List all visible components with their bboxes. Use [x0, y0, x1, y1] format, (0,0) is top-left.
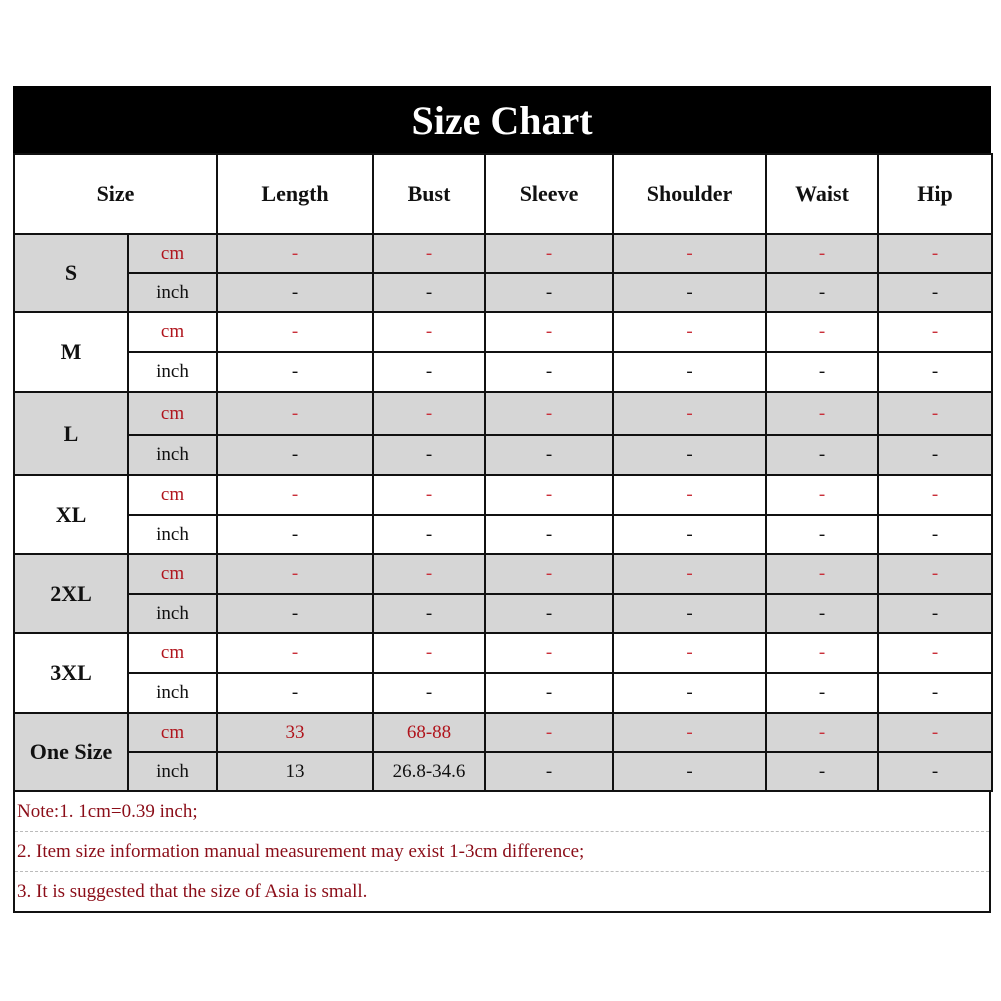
cell-hip-inch: -: [878, 673, 992, 713]
cell-waist-inch: -: [766, 352, 878, 392]
cell-sleeve-inch: -: [485, 515, 613, 554]
cell-sleeve-cm: -: [485, 392, 613, 435]
cell-sleeve-inch: -: [485, 435, 613, 475]
cell-waist-cm: -: [766, 475, 878, 515]
unit-cm: cm: [128, 312, 217, 352]
cell-bust-inch: 26.8-34.6: [373, 752, 485, 791]
cell-hip-cm: -: [878, 633, 992, 673]
header-bust: Bust: [373, 154, 485, 234]
cell-sleeve-inch: -: [485, 752, 613, 791]
note-2: 2. Item size information manual measurement may exist 1-3cm difference;: [15, 831, 989, 871]
cell-length-inch: -: [217, 673, 373, 713]
cell-length-cm: -: [217, 633, 373, 673]
row-2xl-cm: [14, 554, 992, 594]
cell-hip-inch: -: [878, 435, 992, 475]
size-label: One Size: [14, 713, 128, 791]
cell-shoulder-cm: -: [613, 475, 766, 515]
size-label: 3XL: [14, 633, 128, 713]
cell-hip-inch: -: [878, 752, 992, 791]
cell-waist-cm: -: [766, 392, 878, 435]
cell-shoulder-inch: -: [613, 273, 766, 312]
cell-shoulder-cm: -: [613, 392, 766, 435]
cell-sleeve-cm: -: [485, 554, 613, 594]
row-m-cm: [14, 312, 992, 352]
unit-cm: cm: [128, 713, 217, 752]
note-1: Note:1. 1cm=0.39 inch;: [17, 801, 198, 822]
unit-cm: cm: [128, 234, 217, 273]
size-label: S: [14, 234, 128, 312]
chart-title: Size Chart: [13, 86, 991, 153]
header-waist: Waist: [766, 154, 878, 234]
row-s-cm: [14, 234, 992, 273]
cell-length-inch: -: [217, 515, 373, 554]
cell-waist-cm: -: [766, 234, 878, 273]
cell-length-inch: -: [217, 352, 373, 392]
cell-bust-inch: -: [373, 515, 485, 554]
cell-bust-cm: -: [373, 312, 485, 352]
cell-waist-inch: -: [766, 673, 878, 713]
cell-sleeve-inch: -: [485, 673, 613, 713]
header-sleeve: Sleeve: [485, 154, 613, 234]
cell-shoulder-cm: -: [613, 554, 766, 594]
header-size: Size: [14, 154, 217, 234]
cell-hip-inch: -: [878, 273, 992, 312]
unit-inch: inch: [128, 435, 217, 475]
cell-length-cm: -: [217, 234, 373, 273]
cell-sleeve-cm: -: [485, 475, 613, 515]
unit-inch: inch: [128, 752, 217, 791]
cell-sleeve-cm: -: [485, 713, 613, 752]
cell-waist-cm: -: [766, 633, 878, 673]
cell-shoulder-inch: -: [613, 594, 766, 633]
unit-cm: cm: [128, 633, 217, 673]
cell-length-cm: 33: [217, 713, 373, 752]
cell-shoulder-inch: -: [613, 515, 766, 554]
cell-sleeve-cm: -: [485, 312, 613, 352]
cell-bust-cm: -: [373, 475, 485, 515]
cell-waist-inch: -: [766, 273, 878, 312]
row-one-size-cm: [14, 713, 992, 752]
cell-bust-inch: -: [373, 435, 485, 475]
cell-shoulder-inch: -: [613, 435, 766, 475]
cell-length-inch: -: [217, 435, 373, 475]
cell-hip-cm: -: [878, 554, 992, 594]
cell-hip-cm: -: [878, 312, 992, 352]
unit-inch: inch: [128, 594, 217, 633]
row-s-inch: [14, 273, 992, 312]
cell-length-inch: -: [217, 594, 373, 633]
cell-bust-cm: -: [373, 392, 485, 435]
cell-sleeve-cm: -: [485, 633, 613, 673]
header-row: [14, 154, 992, 234]
cell-hip-cm: -: [878, 392, 992, 435]
cell-bust-inch: -: [373, 273, 485, 312]
size-label: 2XL: [14, 554, 128, 633]
row-xl-cm: [14, 475, 992, 515]
size-label: M: [14, 312, 128, 392]
cell-hip-cm: -: [878, 713, 992, 752]
size-chart: [13, 86, 991, 913]
size-label: L: [14, 392, 128, 475]
cell-length-cm: -: [217, 475, 373, 515]
header-shoulder: Shoulder: [613, 154, 766, 234]
row-xl-inch: [14, 515, 992, 554]
cell-length-inch: -: [217, 273, 373, 312]
cell-length-cm: -: [217, 554, 373, 594]
cell-sleeve-inch: -: [485, 594, 613, 633]
cell-waist-inch: -: [766, 515, 878, 554]
notes-section: [13, 792, 991, 913]
cell-hip-inch: -: [878, 352, 992, 392]
cell-shoulder-cm: -: [613, 312, 766, 352]
cell-bust-inch: -: [373, 673, 485, 713]
cell-shoulder-inch: -: [613, 352, 766, 392]
header-length: Length: [217, 154, 373, 234]
unit-inch: inch: [128, 515, 217, 554]
row-m-inch: [14, 352, 992, 392]
row-l-cm: [14, 392, 992, 435]
cell-hip-cm: -: [878, 234, 992, 273]
row-2xl-inch: [14, 594, 992, 633]
cell-shoulder-cm: -: [613, 234, 766, 273]
cell-shoulder-inch: -: [613, 673, 766, 713]
cell-waist-cm: -: [766, 713, 878, 752]
size-label: XL: [14, 475, 128, 554]
cell-shoulder-cm: -: [613, 633, 766, 673]
row-3xl-inch: [14, 673, 992, 713]
header-hip: Hip: [878, 154, 992, 234]
unit-cm: cm: [128, 554, 217, 594]
cell-bust-cm: -: [373, 234, 485, 273]
row-l-inch: [14, 435, 992, 475]
unit-inch: inch: [128, 673, 217, 713]
cell-waist-cm: -: [766, 312, 878, 352]
cell-hip-inch: -: [878, 515, 992, 554]
cell-length-cm: -: [217, 392, 373, 435]
cell-sleeve-inch: -: [485, 352, 613, 392]
cell-bust-inch: -: [373, 594, 485, 633]
row-one-size-inch: [14, 752, 992, 791]
cell-shoulder-cm: -: [613, 713, 766, 752]
unit-inch: inch: [128, 352, 217, 392]
cell-sleeve-inch: -: [485, 273, 613, 312]
cell-waist-inch: -: [766, 435, 878, 475]
cell-length-inch: 13: [217, 752, 373, 791]
cell-waist-inch: -: [766, 752, 878, 791]
cell-shoulder-inch: -: [613, 752, 766, 791]
unit-cm: cm: [128, 392, 217, 435]
size-table: [13, 153, 993, 792]
row-3xl-cm: [14, 633, 992, 673]
cell-hip-inch: -: [878, 594, 992, 633]
cell-bust-inch: -: [373, 352, 485, 392]
cell-bust-cm: -: [373, 633, 485, 673]
unit-cm: cm: [128, 475, 217, 515]
cell-bust-cm: -: [373, 554, 485, 594]
cell-waist-inch: -: [766, 594, 878, 633]
unit-inch: inch: [128, 273, 217, 312]
note-3: 3. It is suggested that the size of Asia is small.: [15, 871, 989, 911]
cell-length-cm: -: [217, 312, 373, 352]
cell-hip-cm: -: [878, 475, 992, 515]
cell-waist-cm: -: [766, 554, 878, 594]
cell-sleeve-cm: -: [485, 234, 613, 273]
cell-bust-cm: 68-88: [373, 713, 485, 752]
